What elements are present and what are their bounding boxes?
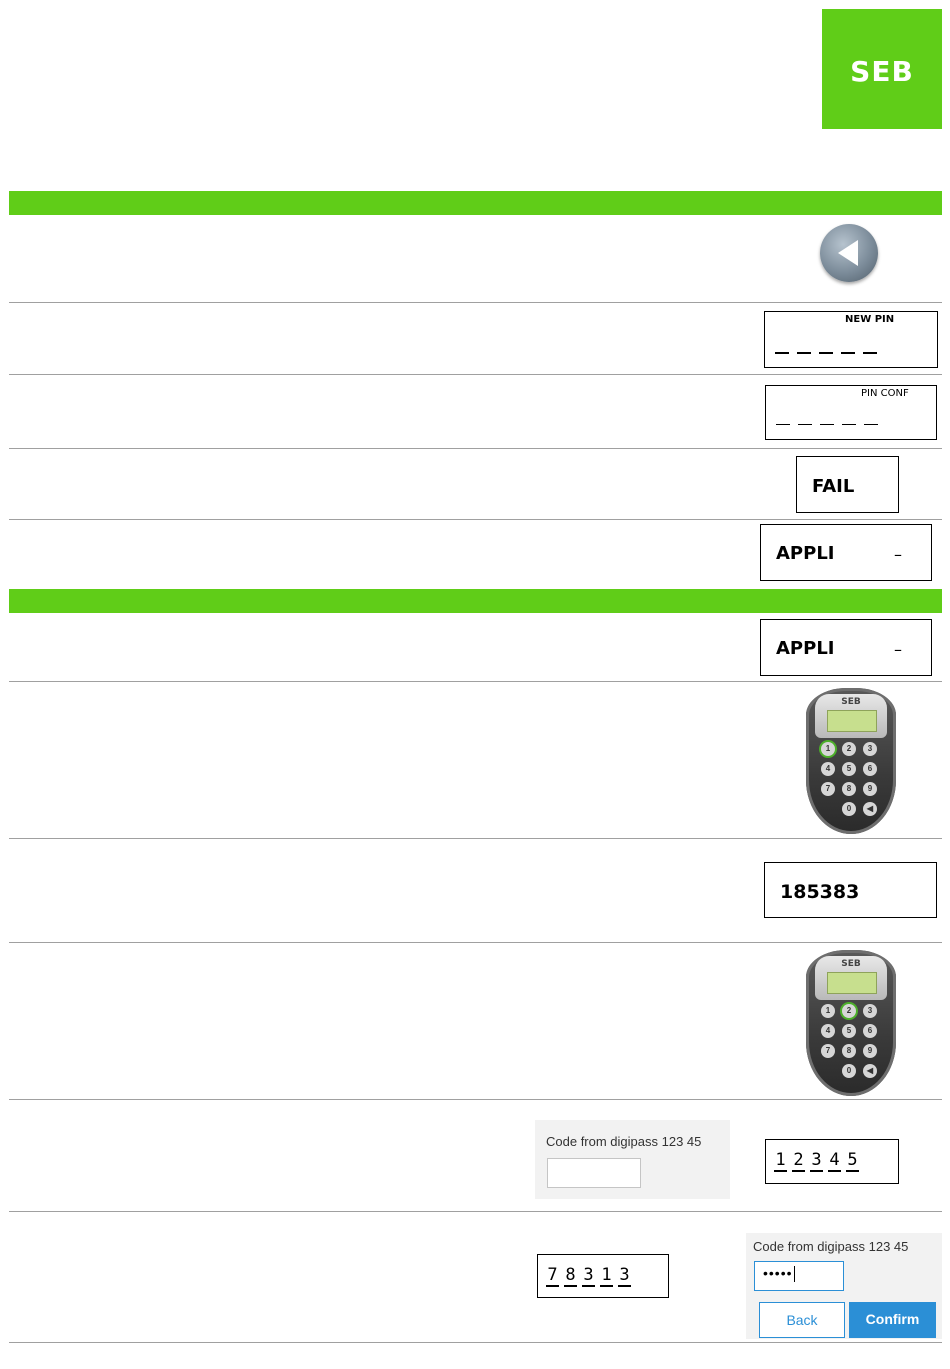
digit: 4 — [829, 1150, 840, 1170]
keypad-key: 5 — [842, 1024, 856, 1038]
keypad-key: 1 — [821, 742, 835, 756]
digit: 5 — [847, 1150, 858, 1170]
digit: 8 — [565, 1265, 576, 1285]
appli-suffix: – — [894, 640, 902, 659]
code-input[interactable] — [547, 1158, 641, 1188]
keypad-key: 9 — [863, 782, 877, 796]
digit: 3 — [619, 1265, 630, 1285]
appli-suffix: – — [894, 545, 902, 564]
pin-dashes — [775, 352, 877, 354]
row-divider — [9, 681, 942, 682]
keypad-key: ◀ — [863, 802, 877, 816]
digits-display — [537, 1254, 669, 1298]
appli-text: APPLI — [776, 543, 835, 564]
digipass-device-image — [806, 950, 896, 1096]
digit: 2 — [793, 1150, 804, 1170]
keypad-key: 6 — [863, 1024, 877, 1038]
new-pin-display — [764, 311, 938, 368]
keypad-key: 0 — [842, 802, 856, 816]
device-screen — [827, 972, 877, 994]
keypad-key: 0 — [842, 1064, 856, 1078]
digit: 3 — [583, 1265, 594, 1285]
keypad-key: 8 — [842, 1044, 856, 1058]
row-divider — [9, 838, 942, 839]
keypad-key: 2 — [842, 1004, 856, 1018]
confirm-button[interactable]: Confirm — [849, 1302, 936, 1338]
code-label: Code from digipass 123 45 — [546, 1134, 702, 1149]
keypad-key: 9 — [863, 1044, 877, 1058]
keypad-key: 7 — [821, 782, 835, 796]
code-label: Code from digipass 123 45 — [753, 1239, 909, 1254]
row-divider — [9, 1211, 942, 1212]
logo-text: SEB — [850, 55, 914, 88]
row-divider — [9, 302, 942, 303]
keypad-key: 2 — [842, 742, 856, 756]
keypad-key: 3 — [863, 742, 877, 756]
keypad-key: 6 — [863, 762, 877, 776]
pin-dashes — [776, 424, 878, 425]
section-header-bar — [9, 191, 942, 215]
row-divider — [9, 448, 942, 449]
new-pin-label: NEW PIN — [845, 314, 895, 325]
digit: 1 — [601, 1265, 612, 1285]
device-brand: SEB — [841, 959, 861, 969]
row-divider — [9, 1099, 942, 1100]
device-screen — [827, 710, 877, 732]
keypad-key: 4 — [821, 1024, 835, 1038]
section-header-bar — [9, 589, 942, 613]
back-arrow-icon[interactable] — [820, 224, 878, 282]
fail-text: FAIL — [812, 476, 855, 497]
keypad-key: 4 — [821, 762, 835, 776]
keypad-key: 7 — [821, 1044, 835, 1058]
code-input[interactable] — [754, 1261, 844, 1291]
fail-display — [796, 456, 899, 513]
keypad-key: 8 — [842, 782, 856, 796]
code-display — [764, 862, 937, 918]
device-keypad — [821, 1004, 883, 1078]
device-brand: SEB — [841, 697, 861, 707]
digits-row — [546, 1265, 631, 1287]
row-divider — [9, 374, 942, 375]
pin-conf-label: PIN CONF — [861, 388, 909, 399]
digit: 3 — [811, 1150, 822, 1170]
digipass-device-image — [806, 688, 896, 834]
keypad-key: 5 — [842, 762, 856, 776]
keypad-key: ◀ — [863, 1064, 877, 1078]
appli-display — [760, 619, 932, 676]
appli-display — [760, 524, 932, 581]
code-input-value: ••••• — [763, 1265, 793, 1281]
code-form — [535, 1120, 730, 1199]
digit: 7 — [547, 1265, 558, 1285]
row-divider — [9, 519, 942, 520]
appli-text: APPLI — [776, 638, 835, 659]
digits-row — [774, 1150, 859, 1172]
device-keypad — [821, 742, 883, 816]
seb-logo — [822, 9, 942, 129]
keypad-key: 1 — [821, 1004, 835, 1018]
code-text: 185383 — [780, 881, 860, 903]
row-divider — [9, 942, 942, 943]
pin-conf-display — [765, 385, 937, 440]
digit: 1 — [775, 1150, 786, 1170]
row-divider — [9, 1342, 942, 1343]
back-button[interactable]: Back — [759, 1302, 845, 1338]
digits-display — [765, 1139, 899, 1184]
keypad-key: 3 — [863, 1004, 877, 1018]
